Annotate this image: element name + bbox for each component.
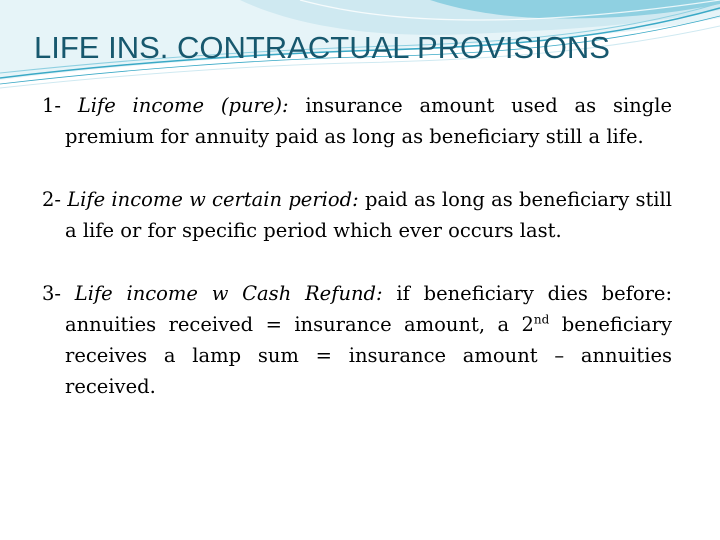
item-number: 3- — [42, 282, 61, 305]
provision-item-1 — [42, 90, 672, 152]
slide-title: LIFE INS. CONTRACTUAL PROVISIONS — [34, 30, 610, 65]
item-text: paid as long as beneficiary still a life or for specific period which ever occurs last. — [65, 188, 672, 242]
provisions-list — [42, 90, 672, 434]
provision-item-3 — [42, 278, 672, 402]
item-text-continued: beneficiary receives a lamp sum = insurance amount – annuities received. — [65, 313, 672, 398]
provision-item-2 — [42, 184, 672, 246]
ordinal-superscript: nd — [533, 312, 550, 327]
item-term: Life income w Cash Refund: — [74, 282, 383, 305]
item-text: if beneficiary dies before: annuities received = insurance amount, a 2 — [65, 282, 673, 336]
item-text: insurance amount used as single premium for annuity paid as long as beneficiary still a life. — [65, 94, 673, 148]
item-number: 1- — [42, 94, 61, 117]
item-number: 2- — [42, 188, 61, 211]
item-term: Life income w certain period: — [67, 188, 359, 211]
item-term: Life income (pure): — [77, 94, 289, 117]
